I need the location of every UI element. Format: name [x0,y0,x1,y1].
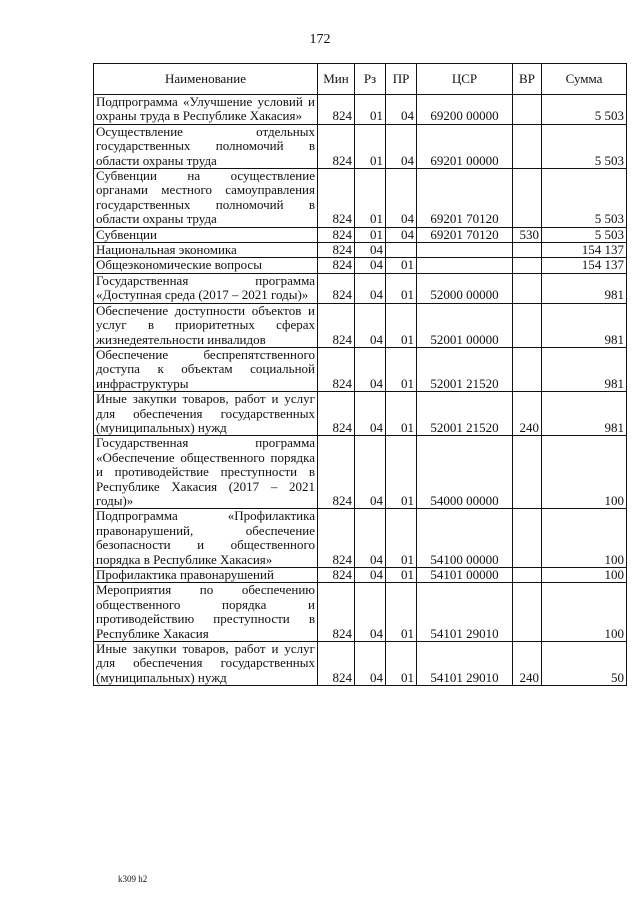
table-row [94,392,627,436]
table-row [94,583,627,642]
row-rz: 04 [355,303,386,347]
row-csr: 69201 00000 [417,124,513,168]
row-name: Подпрограмма «Профилактика правонарушений, обеспечение безопасности и общественного порядка в Республике Хакасия» [94,509,318,568]
row-csr: 69201 70120 [417,227,513,242]
row-min: 824 [318,509,355,568]
row-min: 824 [318,568,355,583]
row-name: Обеспечение беспрепятственного доступа к объектам социальной инфраструктуры [94,347,318,391]
row-min: 824 [318,347,355,391]
row-sum: 100 [542,568,627,583]
table-row [94,303,627,347]
row-vr [513,436,542,509]
row-name: Осуществление отдельных государственных полномочий в области охраны труда [94,124,318,168]
row-sum: 154 137 [542,258,627,273]
row-csr: 52000 00000 [417,273,513,303]
row-vr: 530 [513,227,542,242]
header-sum: Сумма [542,64,627,95]
row-csr: 54101 29010 [417,583,513,642]
row-min: 824 [318,243,355,258]
header-pr: ПР [386,64,417,95]
row-csr [417,258,513,273]
row-min: 824 [318,436,355,509]
row-rz: 04 [355,258,386,273]
row-name: Иные закупки товаров, работ и услуг для обеспечения государственных (муниципальных) нужд [94,642,318,686]
row-rz: 01 [355,95,386,125]
row-name: Субвенции на осуществление органами местного самоуправления государственных полномочий в области охраны труда [94,169,318,228]
row-pr: 01 [386,303,417,347]
row-rz: 04 [355,568,386,583]
row-pr: 01 [386,583,417,642]
row-rz: 04 [355,509,386,568]
table-row [94,568,627,583]
row-pr: 01 [386,568,417,583]
row-pr: 04 [386,124,417,168]
row-sum: 981 [542,273,627,303]
row-sum: 50 [542,642,627,686]
header-rz: Рз [355,64,386,95]
row-min: 824 [318,583,355,642]
row-rz: 04 [355,642,386,686]
row-pr [386,243,417,258]
row-min: 824 [318,273,355,303]
row-vr: 240 [513,642,542,686]
row-name: Подпрограмма «Улучшение условий и охраны труда в Республике Хакасия» [94,95,318,125]
row-pr: 04 [386,169,417,228]
row-rz: 04 [355,243,386,258]
table-row [94,509,627,568]
row-min: 824 [318,169,355,228]
row-rz: 04 [355,392,386,436]
table-row [94,169,627,228]
page-number: 172 [309,32,331,47]
row-pr: 01 [386,273,417,303]
row-sum: 5 503 [542,124,627,168]
row-sum: 100 [542,509,627,568]
row-min: 824 [318,258,355,273]
header-min: Мин [318,64,355,95]
row-name: Обеспечение доступности объектов и услуг в приоритетных сферах жизнедеятельности инвалидов [94,303,318,347]
budget-table [93,63,627,686]
row-sum: 100 [542,583,627,642]
row-rz: 04 [355,583,386,642]
row-pr: 01 [386,347,417,391]
row-csr: 52001 21520 [417,392,513,436]
row-csr: 69200 00000 [417,95,513,125]
row-csr: 69201 70120 [417,169,513,228]
row-name: Государственная программа «Доступная среда (2017 – 2021 годы)» [94,273,318,303]
row-name: Мероприятия по обеспечению общественного порядка и противодействию преступности в Республике Хакасия [94,583,318,642]
row-name: Общеэкономические вопросы [94,258,318,273]
row-sum: 5 503 [542,95,627,125]
row-vr [513,258,542,273]
row-vr [513,509,542,568]
row-pr: 04 [386,95,417,125]
row-name: Иные закупки товаров, работ и услуг для обеспечения государственных (муниципальных) нужд [94,392,318,436]
row-rz: 04 [355,347,386,391]
row-csr: 54101 29010 [417,642,513,686]
row-vr [513,273,542,303]
row-min: 824 [318,392,355,436]
row-pr: 01 [386,258,417,273]
row-min: 824 [318,642,355,686]
row-min: 824 [318,227,355,242]
row-sum: 100 [542,436,627,509]
row-rz: 01 [355,124,386,168]
row-name: Профилактика правонарушений [94,568,318,583]
row-vr [513,95,542,125]
row-vr [513,568,542,583]
row-sum: 5 503 [542,227,627,242]
row-pr: 01 [386,436,417,509]
table-row [94,95,627,125]
row-vr [513,124,542,168]
row-sum: 981 [542,347,627,391]
row-vr [513,243,542,258]
row-pr: 01 [386,392,417,436]
row-sum: 981 [542,303,627,347]
row-pr: 04 [386,227,417,242]
row-name: Национальная экономика [94,243,318,258]
row-rz: 01 [355,169,386,228]
row-sum: 981 [542,392,627,436]
footer-code: k309 h2 [118,874,148,884]
table-row [94,124,627,168]
header-vr: ВР [513,64,542,95]
row-sum: 5 503 [542,169,627,228]
row-csr [417,243,513,258]
row-pr: 01 [386,642,417,686]
row-csr: 54000 00000 [417,436,513,509]
row-csr: 54101 00000 [417,568,513,583]
table-row [94,347,627,391]
row-sum: 154 137 [542,243,627,258]
table-header-row [94,64,627,95]
row-name: Государственная программа «Обеспечение общественного порядка и противодействие преступности в Республике Хакасия (2017 – 2021 годы)» [94,436,318,509]
table-row [94,642,627,686]
row-csr: 52001 21520 [417,347,513,391]
row-min: 824 [318,124,355,168]
row-csr: 54100 00000 [417,509,513,568]
table-row [94,273,627,303]
table-row [94,227,627,242]
row-rz: 01 [355,227,386,242]
header-name: Наименование [94,64,318,95]
row-rz: 04 [355,436,386,509]
row-rz: 04 [355,273,386,303]
table-row [94,243,627,258]
row-vr [513,583,542,642]
row-csr: 52001 00000 [417,303,513,347]
row-min: 824 [318,95,355,125]
row-min: 824 [318,303,355,347]
row-vr [513,169,542,228]
header-csr: ЦСР [417,64,513,95]
row-name: Субвенции [94,227,318,242]
row-pr: 01 [386,509,417,568]
table-row [94,258,627,273]
row-vr: 240 [513,392,542,436]
row-vr [513,303,542,347]
table-row [94,436,627,509]
row-vr [513,347,542,391]
